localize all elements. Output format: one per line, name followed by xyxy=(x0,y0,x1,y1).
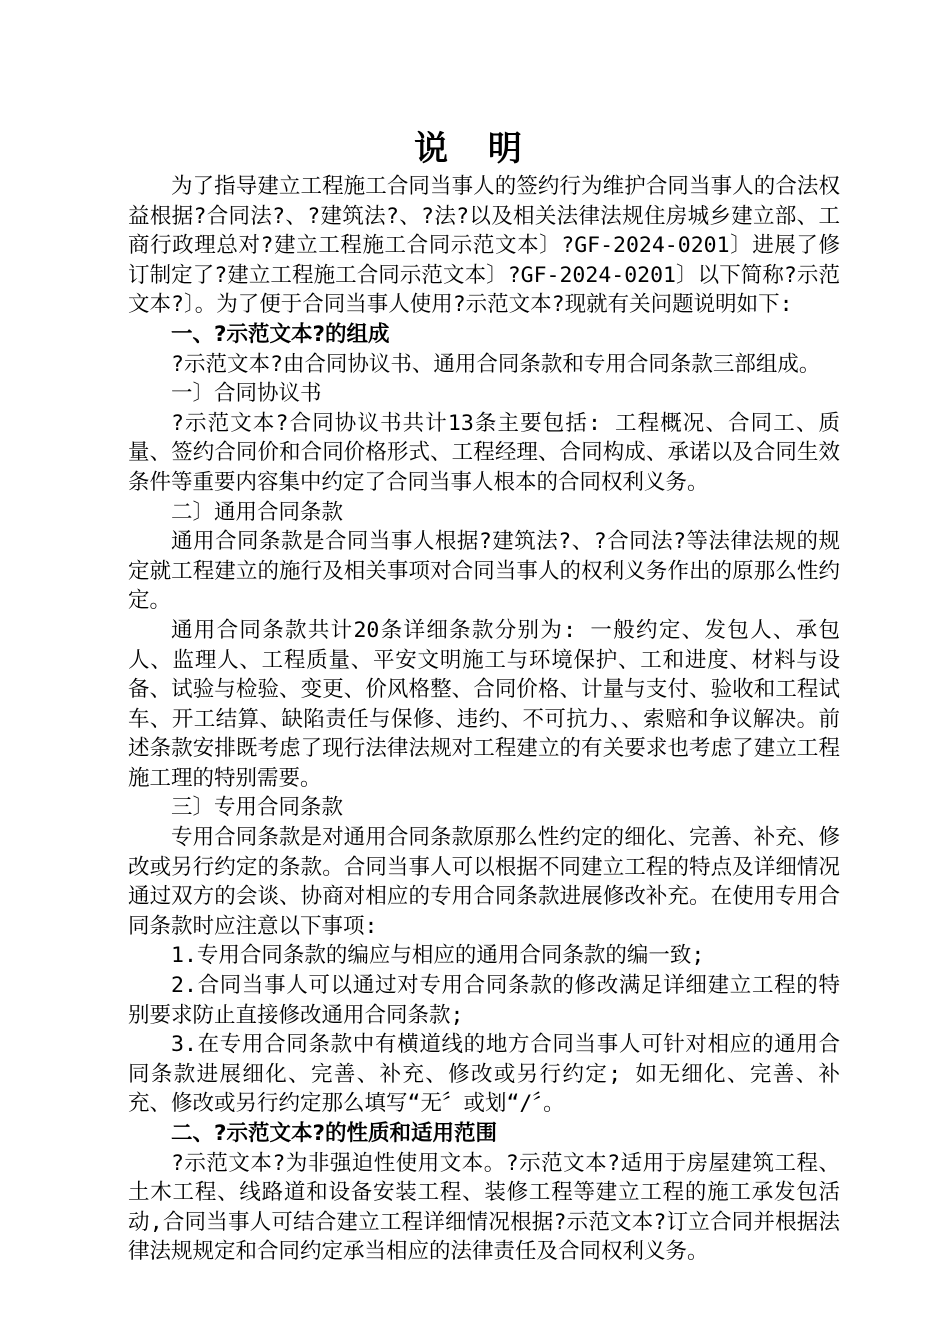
agreement-paragraph: ?示范文本?合同协议书共计13条主要包括: 工程概况、合同工、质量、签约合同价和合同价格形式、工程经理、合同构成、承诺以及合同生效条件等重要内容集中约定了合同当事人根本的合同权利义务。 xyxy=(128,410,840,495)
composition-paragraph: ?示范文本?由合同协议书、通用合同条款和专用合同条款三部组成。 xyxy=(171,351,821,377)
nature-scope-paragraph: ?示范文本?为非强迫性使用文本。?示范文本?适用于房屋建筑工程、土木工程、线路道和设备安装工程、装修工程等建立工程的施工承发包活动,合同当事人可结合建立工程详细情况根据?示范文本?订立合同并根据法律法规规定和合同约定承当相应的法律责任及合同权利义务。 xyxy=(128,1150,840,1265)
general-terms-list-paragraph: 通用合同条款共计20条详细条款分别为: 一般约定、发包人、承包人、监理人、工程质量、平安文明施工与环境保护、工和进度、材料与设备、试验与检验、变更、价风格整、合同价格、计量与支付、验收和工程试车、开工结算、缺陷责任与保修、违约、不可抗力、、索赔和争议解决。前述条款安排既考虑了现行法律法规对工程建立的有关要求也考虑了建立工程施工理的特别需要。 xyxy=(128,617,840,791)
intro-paragraph: 为了指导建立工程施工合同当事人的签约行为维护合同当事人的合法权益根据?合同法?、?建筑法?、?法?以及相关法律法规住房城乡建立部、工商行政理总对?建立工程施工合同示范文本〕?GF-2024-0201〕进展了修订制定了?建立工程施工合同示范文本〕?GF-2024-0201〕以下简称?示范文本?〕。为了便于合同当事人使用?示范文本?现就有关问题说明如下: xyxy=(128,174,840,318)
subsection-heading-general-terms: 二〕通用合同条款 xyxy=(171,499,344,525)
page-title: 说 明 xyxy=(414,129,536,169)
general-terms-paragraph: 通用合同条款是合同当事人根据?建筑法?、?合同法?等法律法规的规定就工程建立的施行及相关事项对合同当事人的权利义务作出的原那么性约定。 xyxy=(128,529,840,614)
section-heading-nature-scope: 二、?示范文本?的性质和适用范围 xyxy=(171,1121,497,1146)
note-item: 1.专用合同条款的编应与相应的通用合同条款的编一致; xyxy=(171,943,705,969)
special-terms-paragraph: 专用合同条款是对通用合同条款原那么性约定的细化、完善、补充、修改或另行约定的条款。合同当事人可以根据不同建立工程的特点及详细情况通过双方的会谈、协商对相应的专用合同条款进展修改补充。在使用专用合同条款时应注意以下事项: xyxy=(128,825,840,939)
section-heading-composition: 一、?示范文本?的组成 xyxy=(171,321,390,347)
document-body xyxy=(128,172,840,1267)
subsection-heading-agreement: 一〕合同协议书 xyxy=(171,381,322,407)
note-item: 3.在专用合同条款中有横道线的地方合同当事人可针对相应的通用合同条款进展细化、完善、补充、修改或另行约定; 如无细化、完善、补充、修改或另行约定那么填写“无〞或划“/〞。 xyxy=(128,1032,840,1117)
note-item: 2.合同当事人可以通过对专用合同条款的修改满足详细建立工程的特别要求防止直接修改通用合同条款; xyxy=(128,973,840,1028)
subsection-heading-special-terms: 三〕专用合同条款 xyxy=(171,795,344,821)
